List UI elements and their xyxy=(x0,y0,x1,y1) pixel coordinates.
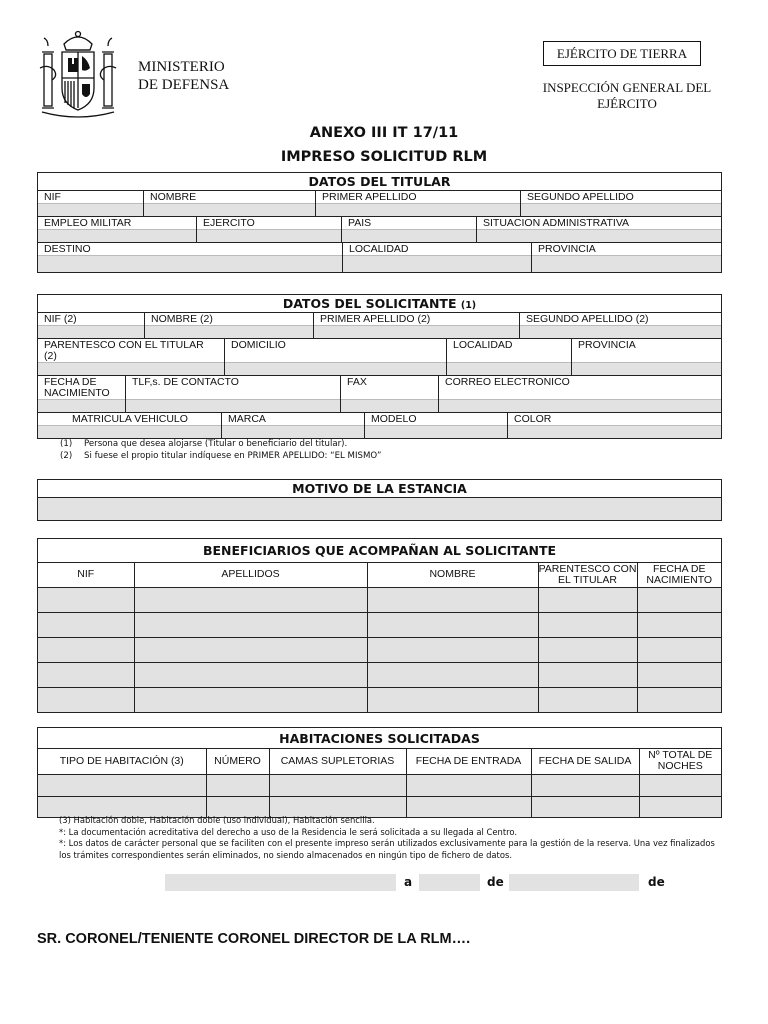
note-2-number: (2) xyxy=(60,451,73,461)
table-row xyxy=(38,637,721,662)
beneficiario-3-nombre-cell[interactable] xyxy=(367,637,538,662)
fax-label: FAX xyxy=(347,376,367,388)
solicitante-marca-field[interactable] xyxy=(222,425,364,438)
solicitante-title xyxy=(38,295,721,313)
column-header-fecha-salida: FECHA DE SALIDA xyxy=(531,749,639,774)
beneficiario-5-nombre-cell[interactable] xyxy=(367,687,538,712)
motivo-title: MOTIVO DE LA ESTANCIA xyxy=(38,480,721,498)
habitacion-1-camas-cell[interactable] xyxy=(269,774,406,796)
titular-situacion-field[interactable] xyxy=(477,229,721,242)
titular-row-3 xyxy=(38,243,721,272)
solicitante-nif-field[interactable] xyxy=(38,325,144,338)
ministry-name xyxy=(138,58,229,94)
solicitante-row-2 xyxy=(38,339,721,376)
provincia-label: PROVINCIA xyxy=(578,339,636,351)
beneficiario-4-apellidos-cell[interactable] xyxy=(134,662,367,687)
table-row xyxy=(38,662,721,687)
note-2-text: Si fuese el propio titular indíquese en PRIMER APELLIDO: “EL MISMO” xyxy=(84,451,382,461)
beneficiario-4-nombre-cell[interactable] xyxy=(367,662,538,687)
solicitante-localidad-field[interactable] xyxy=(447,362,571,375)
beneficiario-4-nif-cell[interactable] xyxy=(38,662,134,687)
parentesco-label: PARENTESCO CON EL TITULAR (2) xyxy=(44,339,204,362)
beneficiario-4-parentesco-cell[interactable] xyxy=(538,662,637,687)
ejercito-label: EJERCITO xyxy=(203,217,255,229)
titular-row-1 xyxy=(38,191,721,217)
telefono-label: TLF,s. DE CONTACTO xyxy=(132,376,239,388)
titular-segundo-apellido-field[interactable] xyxy=(521,203,721,216)
beneficiarios-section xyxy=(37,538,722,713)
solicitante-section xyxy=(37,294,722,439)
situacion-label: SITUACION ADMINISTRATIVA xyxy=(483,217,630,229)
beneficiario-5-parentesco-cell[interactable] xyxy=(538,687,637,712)
beneficiario-3-nif-cell[interactable] xyxy=(38,637,134,662)
footnote-documentacion: *: La documentación acreditativa del derecho a uso de la Residencia le será solicitada a su llegada al Centro. xyxy=(59,826,518,837)
footnote-datos-personales: *: Los datos de carácter personal que se faciliten con el presente impreso serán utilizados exclusivamente para la gestión de la reserva. Una vez finalizados los trámites correspondientes serán eliminados, no siendo almacenados en ningún tipo de fichero de datos. xyxy=(59,838,715,860)
column-header-nombre: NOMBRE xyxy=(367,563,538,587)
beneficiarios-table xyxy=(38,563,721,712)
table-row xyxy=(38,612,721,637)
primer-apellido-label: PRIMER APELLIDO (2) xyxy=(320,313,431,325)
motivo-section xyxy=(37,479,722,521)
titular-destino-field[interactable] xyxy=(38,255,342,272)
motivo-field[interactable] xyxy=(38,498,721,520)
beneficiario-3-fecha-cell[interactable] xyxy=(637,637,721,662)
nombre-label: NOMBRE (2) xyxy=(151,313,213,325)
ministry-line2: DE DEFENSA xyxy=(138,77,230,93)
date-word-de-2: de xyxy=(648,875,665,889)
habitaciones-title: HABITACIONES SOLICITADAS xyxy=(38,728,721,749)
pais-label: PAIS xyxy=(348,217,372,229)
beneficiario-3-apellidos-cell[interactable] xyxy=(134,637,367,662)
habitacion-1-entrada-cell[interactable] xyxy=(406,774,531,796)
correo-label: CORREO ELECTRONICO xyxy=(445,376,570,388)
destino-label: DESTINO xyxy=(44,243,91,255)
column-header-apellidos: APELLIDOS xyxy=(134,563,367,587)
table-row xyxy=(38,774,721,796)
coat-of-arms-icon xyxy=(38,28,118,120)
habitacion-2-salida-cell[interactable] xyxy=(531,796,639,817)
habitacion-2-noches-cell[interactable] xyxy=(639,796,721,817)
column-header-tipo: TIPO DE HABITACIÓN (3) xyxy=(38,749,206,774)
army-box: EJÉRCITO DE TIERRA xyxy=(543,41,701,66)
date-word-a: a xyxy=(404,875,413,889)
beneficiario-2-nombre-cell[interactable] xyxy=(367,612,538,637)
titular-localidad-field[interactable] xyxy=(343,255,531,272)
habitacion-2-camas-cell[interactable] xyxy=(269,796,406,817)
titular-ejercito-field[interactable] xyxy=(197,229,341,242)
color-label: COLOR xyxy=(514,413,552,425)
column-header-parentesco: PARENTESCO CON EL TITULAR xyxy=(538,562,637,586)
column-header-fecha-entrada: FECHA DE ENTRADA xyxy=(406,749,531,774)
solicitante-telefono-field[interactable] xyxy=(126,399,340,412)
solicitante-provincia-field[interactable] xyxy=(572,362,721,375)
solicitante-nombre-field[interactable] xyxy=(145,325,313,338)
column-header-numero: NÚMERO xyxy=(206,749,269,774)
solicitante-domicilio-field[interactable] xyxy=(225,362,446,375)
solicitante-title-text: DATOS DEL SOLICITANTE xyxy=(282,296,457,311)
titular-pais-field[interactable] xyxy=(342,229,476,242)
beneficiario-1-apellidos-cell[interactable] xyxy=(134,587,367,612)
titular-primer-apellido-field[interactable] xyxy=(316,203,520,216)
date-word-de-1: de xyxy=(487,875,504,889)
column-header-nif: NIF xyxy=(38,563,134,587)
note-1-text: Persona que desea alojarse (Titular o beneficiario del titular). xyxy=(84,439,348,449)
habitaciones-header-row xyxy=(38,749,721,774)
column-header-fecha-nacimiento: FECHA DE NACIMIENTO xyxy=(637,563,721,587)
habitaciones-table xyxy=(38,749,721,817)
solicitante-fecha-nacimiento-field[interactable] xyxy=(38,399,125,412)
document-subtitle: IMPRESO SOLICITUD RLM xyxy=(280,149,488,165)
habitacion-1-tipo-cell[interactable] xyxy=(38,774,206,796)
titular-empleo-field[interactable] xyxy=(38,229,196,242)
beneficiario-5-apellidos-cell[interactable] xyxy=(134,687,367,712)
column-header-camas: CAMAS SUPLETORIAS xyxy=(269,749,406,774)
solicitante-fax-field[interactable] xyxy=(341,399,438,412)
beneficiarios-header-row xyxy=(38,563,721,587)
ministry-line1: MINISTERIO xyxy=(138,59,225,75)
nombre-label: NOMBRE xyxy=(150,191,197,203)
beneficiario-1-nif-cell[interactable] xyxy=(38,587,134,612)
solicitante-segundo-apellido-field[interactable] xyxy=(520,325,721,338)
beneficiario-2-nif-cell[interactable] xyxy=(38,612,134,637)
document-title: ANEXO III IT 17/11 xyxy=(309,125,459,141)
primer-apellido-label: PRIMER APELLIDO xyxy=(322,191,417,203)
provincia-label: PROVINCIA xyxy=(538,243,596,255)
segundo-apellido-label: SEGUNDO APELLIDO (2) xyxy=(526,313,649,325)
solicitante-primer-apellido-field[interactable] xyxy=(314,325,519,338)
month-field[interactable] xyxy=(509,874,639,891)
beneficiario-5-fecha-cell[interactable] xyxy=(637,687,721,712)
habitacion-1-salida-cell[interactable] xyxy=(531,774,639,796)
marca-label: MARCA xyxy=(228,413,266,425)
beneficiarios-title: BENEFICIARIOS QUE ACOMPAÑAN AL SOLICITANTE xyxy=(38,539,721,563)
footnotes xyxy=(59,815,729,861)
note-1 xyxy=(60,439,347,450)
habitacion-2-numero-cell[interactable] xyxy=(206,796,269,817)
beneficiario-4-fecha-cell[interactable] xyxy=(637,662,721,687)
beneficiario-2-fecha-cell[interactable] xyxy=(637,612,721,637)
note-1-number: (1) xyxy=(60,439,73,449)
titular-row-2 xyxy=(38,217,721,243)
nif-label: NIF xyxy=(44,191,61,203)
domicilio-label: DOMICILIO xyxy=(231,339,286,351)
solicitante-row-4 xyxy=(38,413,721,438)
solicitante-modelo-field[interactable] xyxy=(365,425,507,438)
beneficiario-2-apellidos-cell[interactable] xyxy=(134,612,367,637)
footnote-3: (3) Habitación doble, Habitación doble (uso individual), Habitación sencilla. xyxy=(59,815,375,825)
inspection-name xyxy=(536,80,718,112)
day-field[interactable] xyxy=(419,874,480,891)
habitacion-1-numero-cell[interactable] xyxy=(206,774,269,796)
beneficiario-3-parentesco-cell[interactable] xyxy=(538,637,637,662)
director-addressee: SR. CORONEL/TENIENTE CORONEL DIRECTOR DE LA RLM…. xyxy=(37,931,471,947)
solicitante-matricula-field[interactable] xyxy=(38,425,221,438)
titular-section xyxy=(37,172,722,273)
titular-nombre-field[interactable] xyxy=(144,203,315,216)
modelo-label: MODELO xyxy=(371,413,417,425)
beneficiario-1-parentesco-cell[interactable] xyxy=(538,587,637,612)
beneficiario-5-nif-cell[interactable] xyxy=(38,687,134,712)
solicitante-row-3 xyxy=(38,376,721,413)
localidad-label: LOCALIDAD xyxy=(453,339,513,351)
solicitante-row-1 xyxy=(38,313,721,339)
table-row xyxy=(38,687,721,712)
beneficiario-1-nombre-cell[interactable] xyxy=(367,587,538,612)
habitacion-2-entrada-cell[interactable] xyxy=(406,796,531,817)
solicitante-color-field[interactable] xyxy=(508,425,721,438)
solicitante-parentesco-field[interactable] xyxy=(38,362,224,375)
localidad-label: LOCALIDAD xyxy=(349,243,409,255)
beneficiario-1-fecha-cell[interactable] xyxy=(637,587,721,612)
titular-nif-field[interactable] xyxy=(38,203,143,216)
table-row xyxy=(38,796,721,817)
inspection-line1: INSPECCIÓN GENERAL DEL xyxy=(542,80,712,95)
matricula-label: MATRICULA VEHICULO xyxy=(72,413,188,425)
nif-label: NIF (2) xyxy=(44,313,77,325)
solicitante-correo-field[interactable] xyxy=(439,399,721,412)
beneficiario-2-parentesco-cell[interactable] xyxy=(538,612,637,637)
note-2 xyxy=(60,451,381,462)
table-row xyxy=(38,587,721,612)
inspection-line2: EJÉRCITO xyxy=(597,96,657,111)
solicitante-title-note: (1) xyxy=(460,300,477,311)
habitacion-2-tipo-cell[interactable] xyxy=(38,796,206,817)
titular-title: DATOS DEL TITULAR xyxy=(38,173,721,191)
habitacion-1-noches-cell[interactable] xyxy=(639,774,721,796)
segundo-apellido-label: SEGUNDO APELLIDO xyxy=(527,191,634,203)
place-field[interactable] xyxy=(165,874,396,891)
titular-provincia-field[interactable] xyxy=(532,255,721,272)
column-header-noches: Nº TOTAL DE NOCHES xyxy=(639,749,721,774)
empleo-label: EMPLEO MILITAR xyxy=(44,217,132,229)
fecha-nacimiento-label: FECHA DE NACIMIENTO xyxy=(44,376,110,399)
habitaciones-section xyxy=(37,727,722,818)
